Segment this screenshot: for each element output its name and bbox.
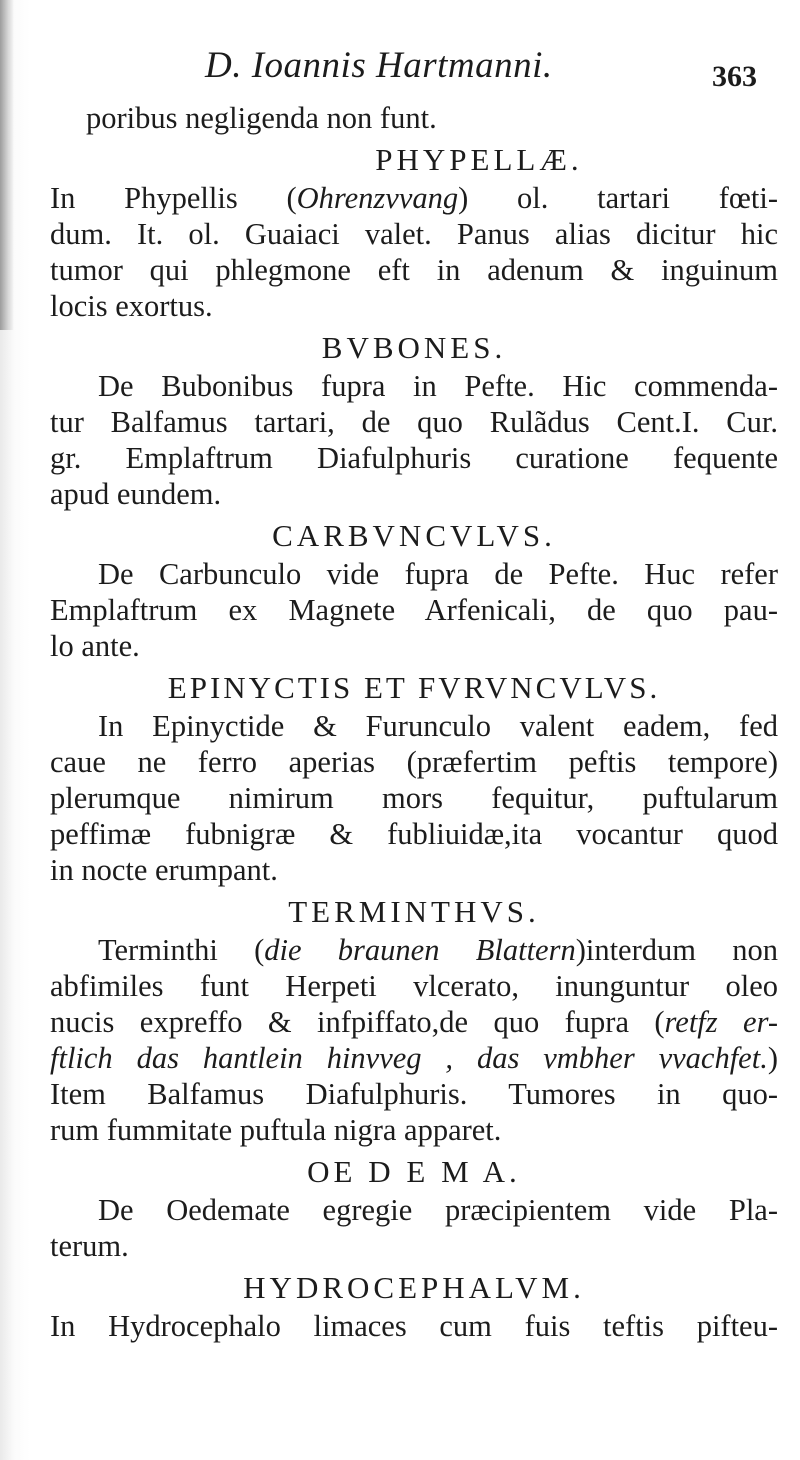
text-line: dum. It. ol. Guaiaci valet. Panus alias dicitur hic xyxy=(50,217,778,251)
section-heading-bubones: BVBONES. xyxy=(321,330,507,365)
text-line: De Carbunculo vide fupra de Pefte. Huc refer xyxy=(98,557,778,591)
text-line: poribus negligenda non funt. xyxy=(86,101,437,135)
text-line: in nocte erumpant. xyxy=(50,853,278,887)
text-line: plerumque nimirum mors fequitur, puftularum xyxy=(50,781,778,815)
text-line: In Phypellis (Ohrenzvvang) ol. tartari fœti- xyxy=(50,181,778,215)
text-line: De Bubonibus fupra in Pefte. Hic commenda- xyxy=(98,369,778,403)
text-line: De Oedemate egregie præcipientem vide Pla- xyxy=(98,1193,778,1227)
text-line: caue ne ferro aperias (præfertim peftis tempore) xyxy=(50,745,778,779)
text-line: Item Balfamus Diafulphuris. Tumores in quo- xyxy=(50,1077,778,1111)
text-line: apud eundem. xyxy=(50,477,222,511)
text-line: In Epinyctide & Furunculo valent eadem, fed xyxy=(98,709,778,743)
text-line: ftlich das hantlein hinvveg , das vmbher vvachfet.) xyxy=(50,1041,778,1075)
text-line: rum fummitate puftula nigra apparet. xyxy=(50,1113,502,1147)
text-line: abfimiles funt Herpeti vlcerato, inunguntur oleo xyxy=(50,969,778,1003)
section-heading-hydrocephalum: HYDROCEPHALVM. xyxy=(243,1270,585,1305)
text-line: tumor qui phlegmone eft in adenum & inguinum xyxy=(50,253,778,287)
section-heading-epinyctis: EPINYCTIS ET FVRVNCVLVS. xyxy=(167,670,661,705)
text-line: In Hydrocephalo limaces cum fuis teftis pifteu- xyxy=(50,1309,778,1343)
text-line: gr. Emplaftrum Diafulphuris curatione fequente xyxy=(50,441,778,475)
body-text xyxy=(50,100,778,1344)
page-edge-shadow xyxy=(0,0,14,330)
text-line: nucis expreffo & infpiffato,de quo fupra (retfz er- xyxy=(50,1005,778,1039)
section-heading-phypellae: PHYPELLÆ. xyxy=(375,142,583,177)
section-heading-terminthus: TERMINTHVS. xyxy=(288,894,540,929)
text-line: peffimæ fubnigræ & fubliuidæ,ita vocantur quod xyxy=(50,817,778,851)
page-number: 363 xyxy=(712,60,757,93)
running-head: D. Ioannis Hartmanni. xyxy=(205,45,553,86)
text-line: terum. xyxy=(50,1229,129,1263)
text-line: lo ante. xyxy=(50,629,140,663)
text-line: Emplaftrum ex Magnete Arfenicali, de quo pau- xyxy=(50,593,778,627)
text-line: tur Balfamus tartari, de quo Rulãdus Cent.I. Cur. xyxy=(50,405,778,439)
text-line: locis exortus. xyxy=(50,289,213,323)
section-heading-carbunculus: CARBVNCVLVS. xyxy=(272,518,556,553)
text-line: Terminthi (die braunen Blattern)interdum non xyxy=(98,933,778,967)
section-heading-oedema: OE D E M A. xyxy=(307,1154,521,1189)
